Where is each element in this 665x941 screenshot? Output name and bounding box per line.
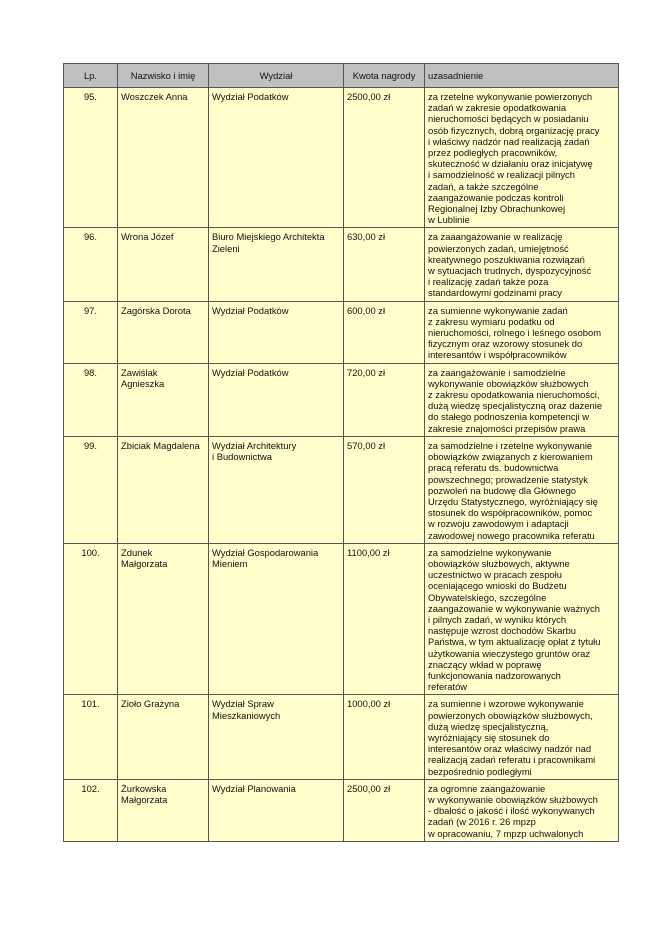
employee-name: Zioło Grażyna [118, 695, 209, 779]
award-amount: 570,00 zł [344, 436, 425, 543]
award-amount: 600,00 zł [344, 301, 425, 363]
department: Wydział Podatków [209, 88, 344, 228]
row-number: 95. [64, 88, 118, 228]
table-row [64, 301, 619, 363]
department: Wydział Gospodarowania Mieniem [209, 543, 344, 695]
row-number: 98. [64, 363, 118, 436]
row-number: 100. [64, 543, 118, 695]
department: Wydział Spraw Mieszkaniowych [209, 695, 344, 779]
justification: za samodzielne wykonywanie obowiązków służbowych, aktywne uczestnictwo w pracach zespołu oceniającego wnioski do Budżetu Obywatelskiego, szczególne zaangażowanie w wykonywanie ważnych i pilnych zadań, w wyniku których następuje wzrost dochodów Skarbu Państwa, w tym aktualizację opłat z tytułu użytkowania wieczystego gruntów oraz znaczący wkład w poprawę funkcjonowania nadzorowanych referatów [425, 543, 619, 695]
employee-name: Wrona Józef [118, 228, 209, 301]
header-justification: uzasadnienie [425, 64, 619, 88]
justification: za sumienne wykonywanie zadań z zakresu wymiaru podatku od nieruchomości, rolnego i leśnego osobom fizycznym oraz wzorowy stosunek do interesantów i współpracowników [425, 301, 619, 363]
department: Wydział Architektury i Budownictwa [209, 436, 344, 543]
row-number: 102. [64, 779, 118, 841]
row-number: 101. [64, 695, 118, 779]
justification: za ogromne zaangażowanie w wykonywanie obowiązków służbowych - dbałość o jakość i ilość wykonywanych zadań (w 2016 r. 26 mpzp w opracowaniu, 7 mpzp uchwalonych [425, 779, 619, 841]
table-row [64, 543, 619, 695]
award-amount: 720,00 zł [344, 363, 425, 436]
justification: za samodzielne i rzetelne wykonywanie obowiązków związanych z kierowaniem pracą referatu ds. budownictwa powszechnego; prowadzenie statystyk pozwoleń na budowę dla Głównego Urzędu Statystycznego, wyróżniający się stosunek do współpracowników, pomoc w rozwoju zawodowym i adaptacji zawodowej nowego pracownika referatu [425, 436, 619, 543]
employee-name: Zawiślak Agnieszka [118, 363, 209, 436]
employee-name: Zagórska Dorota [118, 301, 209, 363]
employee-name: Zbiciak Magdalena [118, 436, 209, 543]
row-number: 97. [64, 301, 118, 363]
department: Wydział Podatków [209, 363, 344, 436]
department: Wydział Podatków [209, 301, 344, 363]
header-name: Nazwisko i imię [118, 64, 209, 88]
award-amount: 630,00 zł [344, 228, 425, 301]
table-row [64, 228, 619, 301]
table-row [64, 779, 619, 841]
justification: za zaangażowanie i samodzielne wykonywanie obowiązków służbowych z zakresu opodatkowania nieruchomości, dużą wiedzę specjalistyczną oraz dażenie do stałego podnoszenia kompetencji w zakresie znajomości przepisów prawa [425, 363, 619, 436]
department: Biuro Miejskiego Architekta Zieleni [209, 228, 344, 301]
award-amount: 1000,00 zł [344, 695, 425, 779]
award-amount: 2500,00 zł [344, 779, 425, 841]
table-row [64, 363, 619, 436]
employee-name: Żurkowska Małgorzata [118, 779, 209, 841]
justification: za rzetelne wykonywanie powierzonych zadań w zakresie opodatkowania nieruchomości będących w posiadaniu osób fizycznych, dobrą organizację pracy i właściwy nadzór nad realizacją zadań przez podległych pracowników, skuteczność w działaniu oraz inicjatywę i samodzielność w realizacji pilnych zadań, a także szczególne zaangażowanie podczas kontroli Regionalnej Izby Obrachunkowej w Lublinie [425, 88, 619, 228]
table-header-row [64, 64, 619, 88]
award-amount: 1100,00 zł [344, 543, 425, 695]
header-amount: Kwota nagrody [344, 64, 425, 88]
department: Wydział Planowania [209, 779, 344, 841]
justification: za sumienne i wzorowe wykonywanie powierzonych obowiązków służbowych, dużą wiedzę specjalistyczną, wyróżniający się stosunek do interesantów oraz właściwy nadzór nad realizacją zadań referatu i pracownikami bezpośrednio podległymi [425, 695, 619, 779]
header-lp: Lp. [64, 64, 118, 88]
employee-name: Zdunek Małgorzata [118, 543, 209, 695]
awards-table [63, 63, 619, 842]
employee-name: Woszczek Anna [118, 88, 209, 228]
table-row [64, 695, 619, 779]
table-row [64, 436, 619, 543]
header-department: Wydział [209, 64, 344, 88]
justification: za zaaangażowanie w realizację powierzonych zadań, umiejętność kreatywnego poszukiwania rozwiązań w sytuacjach trudnych, dyspozycyjność i realizację zadań także poza standardowymi godzinami pracy [425, 228, 619, 301]
table-row [64, 88, 619, 228]
award-amount: 2500,00 zł [344, 88, 425, 228]
row-number: 96. [64, 228, 118, 301]
row-number: 99. [64, 436, 118, 543]
